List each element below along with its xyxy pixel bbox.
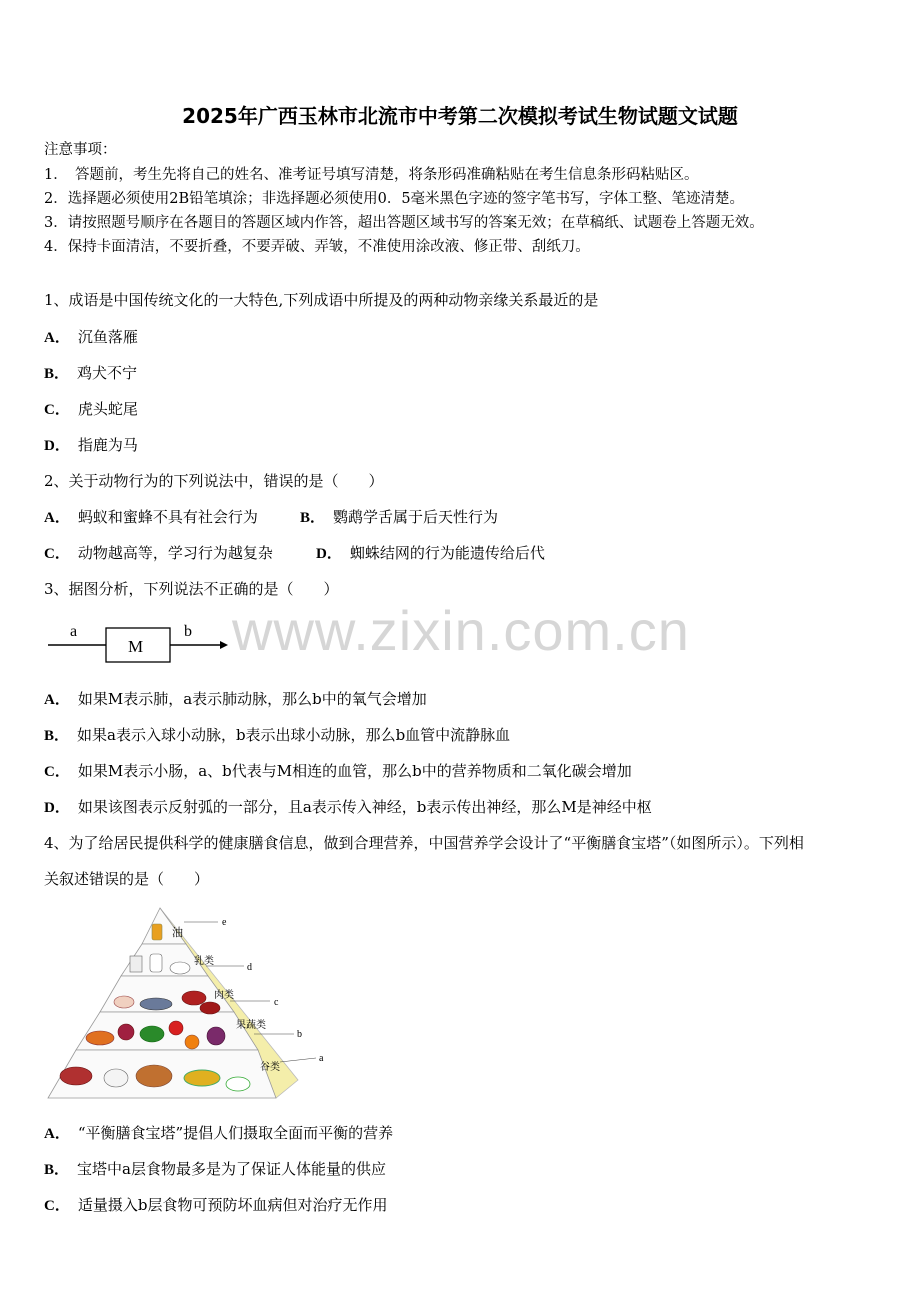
milk-bottle-icon [150,954,162,972]
question-3-stem: 3、据图分析，下列说法不正确的是（ ） [44,580,339,598]
rice-bowl-icon [226,1077,250,1091]
food-pyramid [44,904,334,1100]
q1-option-b[interactable] [44,362,137,383]
layer-label-grain: 谷类 [260,1062,280,1073]
option-label: C． [44,764,70,780]
sausage-icon [182,991,206,1005]
option-label: A． [44,510,70,526]
q1-option-d[interactable] [44,434,138,455]
option-text: 指鹿为马 [77,436,138,454]
q3-option-c[interactable] [44,760,632,781]
oil-bottle-icon [152,924,162,940]
notice-item: 2．选择题必须使用2B铅笔填涂；非选择题必须使用0．5毫米黑色字迹的签字笔书写，字体工整、笔迹清楚。 [44,191,745,207]
notice-heading: 注意事项： [44,142,117,158]
question-1-stem: 1、成语是中国传统文化的一大特色,下列成语中所提及的两种动物亲缘关系最近的是 [44,291,599,309]
q1-option-a[interactable] [44,326,138,347]
option-label: C． [44,402,70,418]
option-text: 如果该图表示反射弧的一部分，且a表示传入神经，b表示传出神经，那么M是神经中枢 [77,798,652,816]
option-text: “平衡膳食宝塔”提倡人们摄取全面而平衡的营养 [77,1124,394,1142]
option-label: A． [44,1126,70,1142]
label-b: b [184,623,192,640]
q3-option-b[interactable] [44,724,510,745]
option-label: D． [44,800,70,816]
option-label: C． [44,1198,70,1214]
q2-option-d[interactable] [316,542,545,563]
pointer-a [280,1058,316,1062]
arrow-b-head [220,641,228,649]
option-text: 沉鱼落雁 [77,328,138,346]
option-text: 蜘蛛结网的行为能遗传给后代 [349,544,545,562]
layer-label-dairy: 乳类 [194,956,214,967]
option-label: A． [44,330,70,346]
option-text: 动物越高等，学习行为越复杂 [77,544,273,562]
flow-diagram [44,618,234,668]
label-m: M [128,637,144,656]
corn-icon [184,1070,220,1086]
label-a: a [70,623,78,640]
carrot-icon [86,1031,114,1045]
question-2-stem: 2、关于动物行为的下列说法中，错误的是（ ） [44,472,384,490]
q3-option-a[interactable] [44,688,427,709]
notice-item: 1． 答题前，考生先将自己的姓名、准考证号填写清楚，将条形码准确粘贴在考生信息条形码粘贴区。 [44,167,699,183]
layer-label-meat: 肉类 [214,990,234,1001]
fish-icon [140,998,172,1010]
pointer-label-a: a [319,1053,324,1064]
page-title: 2025年广西玉林市北流市中考第二次模拟考试生物试题文试题 [182,104,738,128]
yogurt-icon [170,962,190,974]
tomato-icon [169,1021,183,1035]
pointer-label-e: e [222,917,227,928]
onion-icon [118,1024,134,1040]
watermark: www.zixin.com.cn [232,599,690,662]
option-text: 如果a表示入球小动脉，b表示出球小动脉，那么b血管中流静脉血 [77,726,511,744]
option-text: 鸡犬不宁 [77,364,138,382]
pointer-label-b: b [297,1029,302,1040]
option-label: D． [44,438,70,454]
option-label: B． [44,366,70,382]
option-label: A． [44,692,70,708]
q4-option-b[interactable] [44,1158,386,1179]
option-text: 鹦鹉学舌属于后天性行为 [333,508,499,526]
option-label: B． [44,1162,70,1178]
option-text: 宝塔中a层食物最多是为了保证人体能量的供应 [77,1160,386,1178]
q1-option-c[interactable] [44,398,138,419]
steamed-bun-icon [104,1069,128,1087]
layer-label-oil: 油 [172,927,183,939]
layer-label-fruit-veg: 果蔬类 [236,1020,266,1031]
notice-item: 3．请按照题号顺序在各题目的答题区域内作答，超出答题区域书写的答案无效；在草稿纸、试题卷上答题无效。 [44,215,764,231]
pointer-label-d: d [247,962,252,973]
option-label: B． [44,728,70,744]
option-label: B． [300,510,326,526]
question-4-stem: 4、为了给居民提供科学的健康膳食信息，做到合理营养，中国营养学会设计了“平衡膳食宝塔”（如图所示）。下列相 [44,834,804,852]
vegetable-icon [140,1026,164,1042]
grapes-icon [207,1027,225,1045]
q4-option-c[interactable] [44,1194,387,1215]
option-text: 蚂蚁和蜜蜂不具有社会行为 [77,508,258,526]
meat-icon [114,996,134,1008]
option-label: C． [44,546,70,562]
steak-icon [200,1002,220,1014]
orange-icon [185,1035,199,1049]
option-label: D． [316,546,342,562]
notice-item: 4．保持卡面清洁，不要折叠，不要弄破、弄皱，不准使用涂改液、修正带、刮纸刀。 [44,239,590,255]
option-text: 如果M表示小肠，a、b代表与M相连的血管，那么b中的营养物质和二氧化碳会增加 [77,762,632,780]
q2-option-b[interactable] [300,506,498,527]
pointer-label-c: c [274,997,279,1008]
option-text: 适量摄入b层食物可预防坏血病但对治疗无作用 [77,1196,388,1214]
q2-option-a[interactable] [44,506,258,527]
sweet-potato-icon [60,1067,92,1085]
q2-option-c[interactable] [44,542,273,563]
option-text: 虎头蛇尾 [77,400,138,418]
option-text: 如果M表示肺，a表示肺动脉，那么b中的氧气会增加 [77,690,427,708]
milk-carton-icon [130,956,142,972]
q4-option-a[interactable] [44,1122,393,1143]
question-4-stem-cont: 关叙述错误的是（ ） [44,870,210,888]
q3-option-d[interactable] [44,796,652,817]
bread-icon [136,1065,172,1087]
